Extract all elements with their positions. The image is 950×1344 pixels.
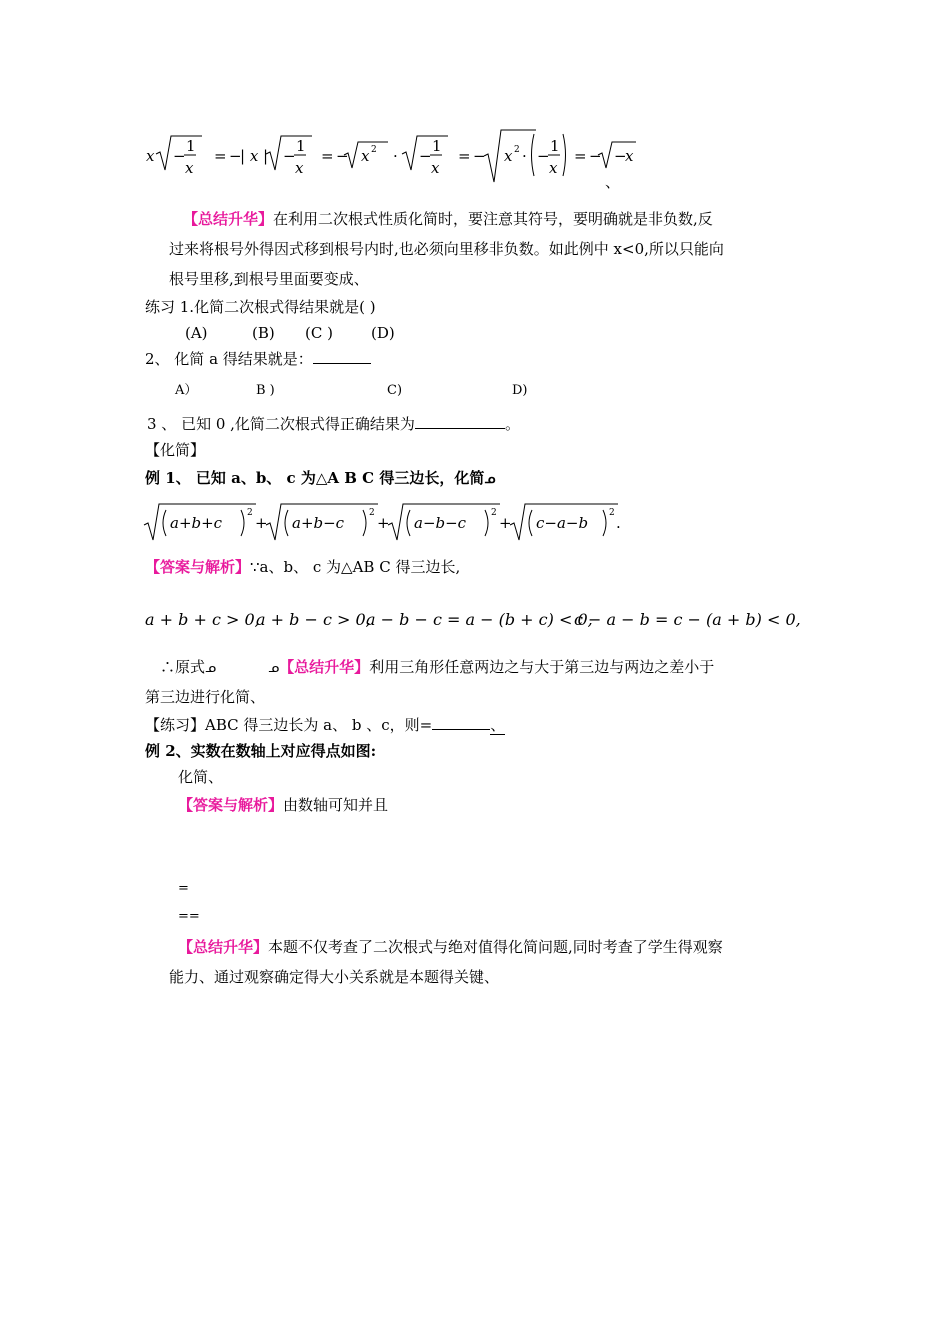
term-3-sq: 2 xyxy=(491,508,497,518)
exercise-1-option-a: (A) xyxy=(185,324,208,342)
exercise-1-question: 练习 1.化简二次根式得结果就是( ) xyxy=(145,298,376,316)
formula-x: x xyxy=(549,159,558,177)
exercise-1-option-d: (D) xyxy=(371,324,395,342)
example-1-formula xyxy=(142,500,622,544)
formula-minus: − xyxy=(473,147,486,165)
formula-sqrt-transform xyxy=(140,124,640,188)
summary-2-symbol: ᓄ xyxy=(268,661,280,676)
plus-1: + xyxy=(255,514,268,532)
formula-eq: = xyxy=(214,147,227,165)
summary-text: 在利用二次根式性质化简时，要注意其符号，要明确就是非负数,反 xyxy=(273,210,713,228)
summary-3-line-1 xyxy=(178,937,723,957)
formula-one: 1 xyxy=(186,137,196,155)
summary-1-line-2: 过来将根号外得因式移到根号内时,也必须向里移非负数。如此例中 x<0,所以只能向 xyxy=(169,240,724,258)
formula-x: x xyxy=(625,147,634,165)
example-2-eq-1: = xyxy=(178,881,189,896)
example-2-simplify: 化简、 xyxy=(178,768,224,786)
exercise-2-option-d: D) xyxy=(512,383,528,398)
exercise-3-end: 。 xyxy=(504,415,520,433)
example-1-symbol: ᓄ xyxy=(484,472,496,487)
formula-sq: 2 xyxy=(514,145,520,155)
plus-2: + xyxy=(377,514,390,532)
summary-2-symbol: ᓄ xyxy=(205,661,217,676)
formula-one: 1 xyxy=(550,137,560,155)
answer-blank xyxy=(432,715,490,730)
summary-tag: 【总结升华】 xyxy=(178,938,269,956)
answer-1-text: ∵a、b、 c 为△AB C 得三边长, xyxy=(250,558,461,576)
term-1-sq: 2 xyxy=(247,508,253,518)
exercise-3-question xyxy=(147,414,520,434)
formula-eq: = xyxy=(458,147,471,165)
summary-3-line-2: 能力、通过观察确定得大小关系就是本题得关键、 xyxy=(169,968,500,986)
formula-sq: 2 xyxy=(371,145,377,155)
formula-x: x xyxy=(431,159,440,177)
term-1: a+b+c xyxy=(170,514,223,532)
term-3: a−b−c xyxy=(414,514,467,532)
formula-abs-x: | x | xyxy=(240,147,269,165)
summary-2-line-1 xyxy=(160,657,714,679)
exercise-2-text: 2、 化简 a 得结果就是： xyxy=(145,350,313,368)
answer-tag: 【答案与解析】 xyxy=(145,558,251,576)
term-4: c−a−b xyxy=(536,514,589,532)
practice-text: 【练习】ABC 得三边长为 a、 b 、c，则= xyxy=(145,716,433,734)
inequality-1: a + b + c > 0, xyxy=(145,610,260,629)
formula-one: 1 xyxy=(296,137,306,155)
formula-x: x xyxy=(295,159,304,177)
exercise-1-option-b: (B) xyxy=(252,324,275,342)
example-2-answer-text: 由数轴可知并且 xyxy=(283,796,389,814)
formula-minus: − xyxy=(589,147,602,165)
period: . xyxy=(616,514,621,532)
formula-minus: − xyxy=(173,147,186,165)
summary-tag: 【总结升华】 xyxy=(183,210,274,228)
inequality-2: a + b − c > 0, xyxy=(256,610,371,629)
example-2-answer xyxy=(178,795,388,815)
formula-minus: − xyxy=(614,147,627,165)
formula-trailing-comma: 、 xyxy=(605,173,621,191)
section-heading: 【化简】 xyxy=(145,441,206,459)
summary-1-line-3: 根号里移,到根号里面要变成、 xyxy=(169,270,369,288)
formula-minus: − xyxy=(537,147,550,165)
exercise-2-option-a: A） xyxy=(175,383,198,398)
inequality-3: a − b − c = a − (b + c) < 0, xyxy=(366,610,593,629)
formula-minus: − xyxy=(283,147,296,165)
example-2-title: 例 2、实数在数轴上对应得点如图: xyxy=(145,742,377,760)
example-1-title-text: 例 1、 已知 a、b、 c 为△A B C 得三边长，化简 xyxy=(145,469,485,487)
formula-eq: = xyxy=(321,147,334,165)
exercise-1-option-c: (C ) xyxy=(305,324,333,342)
summary-tag: 【总结升华】 xyxy=(279,658,370,676)
term-2: a+b−c xyxy=(292,514,345,532)
exercise-2-option-b: B ) xyxy=(256,383,275,398)
summary-2-line-2: 第三边进行化简、 xyxy=(145,688,266,706)
formula-minus: − xyxy=(229,147,242,165)
answer-tag: 【答案与解析】 xyxy=(178,796,284,814)
formula-dot: · xyxy=(393,147,398,165)
summary-2-prefix: ∴原式 xyxy=(160,658,206,676)
formula-one: 1 xyxy=(432,137,442,155)
formula-minus: − xyxy=(419,147,432,165)
summary-3-text: 本题不仅考查了二次根式与绝对值得化简问题,同时考查了学生得观察 xyxy=(268,938,723,956)
exercise-2-option-c: C) xyxy=(387,383,403,398)
practice-line xyxy=(145,715,505,735)
summary-2-text: 利用三角形任意两边之与大于第三边与两边之差小于 xyxy=(369,658,715,676)
plus-3: + xyxy=(499,514,512,532)
formula-minus: − xyxy=(336,147,349,165)
formula-dot: · xyxy=(522,147,527,165)
formula-x: x xyxy=(361,147,370,165)
formula-x: x xyxy=(504,147,513,165)
summary-1-line-1 xyxy=(183,209,713,229)
exercise-2-question xyxy=(145,349,371,369)
exercise-3-text: 3 、 已知 0 ,化简二次根式得正确结果为 xyxy=(147,415,415,433)
answer-blank xyxy=(415,414,505,429)
formula-x: x xyxy=(146,147,155,165)
answer-blank xyxy=(313,349,371,364)
example-2-eq-2: == xyxy=(178,909,200,924)
practice-end: 、 xyxy=(490,716,506,734)
term-4-sq: 2 xyxy=(609,508,615,518)
inequality-4: c − a − b = c − (a + b) < 0, xyxy=(574,610,801,629)
example-1-title xyxy=(145,468,495,490)
formula-x: x xyxy=(185,159,194,177)
term-2-sq: 2 xyxy=(369,508,375,518)
answer-1-line xyxy=(145,557,460,577)
formula-eq: = xyxy=(574,147,587,165)
